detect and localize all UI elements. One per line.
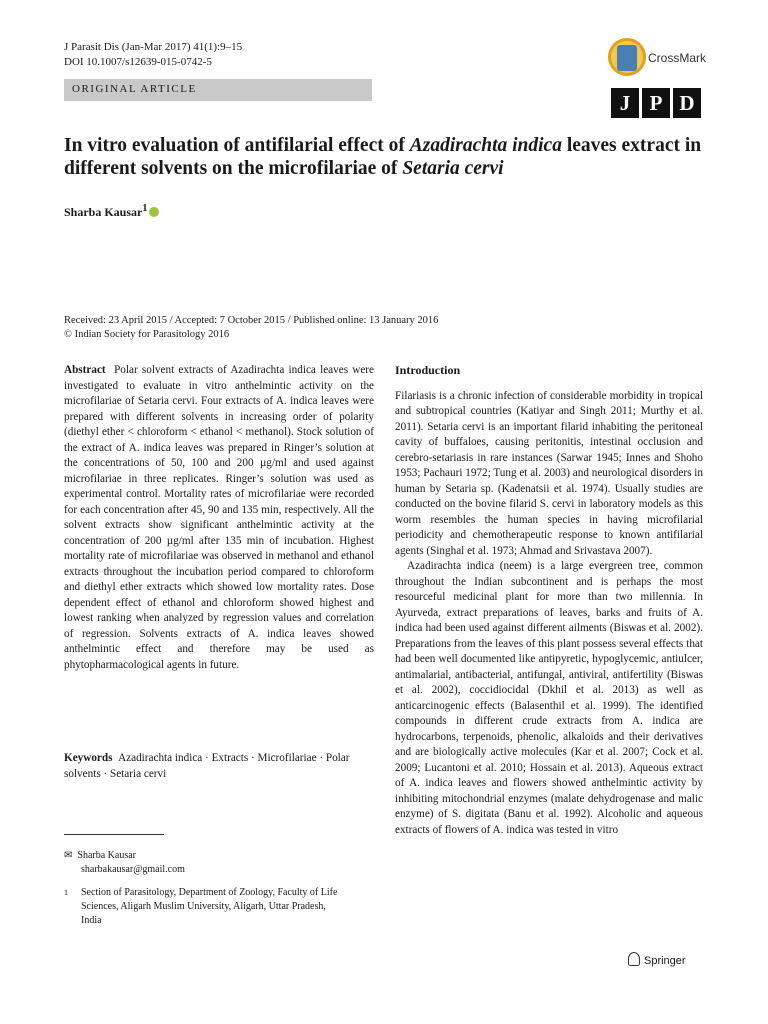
- title-italic-1: Azadirachta indica: [409, 135, 562, 156]
- author: [64, 203, 159, 220]
- dates: [64, 314, 714, 342]
- affiliation: [64, 886, 364, 928]
- envelope-icon: ✉: [64, 850, 73, 861]
- aff-num: 1: [64, 888, 68, 897]
- springer-horse-icon: [628, 952, 640, 966]
- author-name[interactable]: Sharba Kausar: [64, 205, 143, 219]
- title-italic-2: Setaria cervi: [402, 158, 504, 179]
- doi[interactable]: DOI 10.1007/s12639-015-0742-5: [64, 56, 212, 68]
- corr-name: Sharba Kausar: [77, 850, 136, 861]
- intro-heading: Introduction: [395, 363, 461, 377]
- abstract-heading: Abstract: [64, 364, 106, 376]
- logo-letter-d: D: [673, 88, 701, 118]
- aff-text: Section of Parasitology, Department of Zoology, Faculty of Life Sciences, Aligarh Muslim University, Aligarh, Uttar Pradesh, India: [81, 887, 338, 926]
- abstract-text: Polar solvent extracts of Azadirachta indica leaves were investigated to evaluate in vitro anthelmintic activity on the microfilariae of Setaria cervi. Four extracts of A. indica leaves were prepared with different solvents in increasing order of polarity (diethyl ether < chloroform < ethanol < methanol). Stock solution of the extract of A. indica leaves was prepared in Ringer’s solution at the concentrations of 50, 100 and 200 µg/ml and used against microfilariae in three replicates. Ringer’s solution was used as experimental control. Mortality rates of microfilariae were recorded for each concentration after 45, 90 and 135 min, respectively. All the solvent extracts show significant anthelmintic activity at the concentration of 200 µg/ml after 135 min of incubation. Highest mortality rate of microfilariae was observed in methanol and ethanol extracts throughout the incubation period compared to chloroform and diethyl ether extracts which showed low mortality rates. Dose dependent effect of ethanol and chloroform showed highest and lowest ranking when analyzed by regression values and correlation of regression. Solvents extracts of A. indica leaves showed anthelmintic effect and therefore may be used as phytopharmacological agents in future.: [64, 364, 375, 671]
- keywords-text: Azadirachta indica · Extracts · Microfilariae · Polar solvents · Setaria cervi: [64, 752, 350, 780]
- title-text-2: leaves extract in different solvents on the microfilariae of: [64, 135, 702, 179]
- article-type: ORIGINAL ARTICLE: [72, 83, 197, 95]
- crossmark-label: CrossMark: [648, 51, 707, 65]
- copyright: © Indian Society for Parasitology 2016: [64, 329, 230, 340]
- orcid-icon[interactable]: [149, 207, 159, 217]
- intro-paragraph-2: Azadirachta indica (neem) is a large evergreen tree, common throughout the Indian subcontinent and is perhaps the most resourceful medicinal plant for more than two millennia. In Ayurveda, extract preparations of leaves, barks and fruits of A. indica had been used against different ailments (Biswas et al. 2002). Preparations from the leaves of this plant possess several effects that had been well documented like antipyretic, hypoglycemic, antiulcer, antimalarial, antibacterial, antifungal, antiviral, antifertility (Biswas et al. 2002), coccidiocidal (Dkhil et al. 2013) as well as anticarcinogenic effects (Balasenthil et al. 1999). The identified compounds in different crude extracts from A. indica are hydrocarbons, terpenoids, phenolic, alkaloids and their derivatives and are biologically active molecules (Kar et al. 2007; Cock et al. 2009; Lucantoni et al. 2010; Hossain et al. 2013). Aqueous extract of A. indica leaves and flowers showed anthelmintic activity by inhibiting mitochondrial enzymes (malate dehydrogenase and malic enzyme) of S. digitata (Banu et al. 1992). Alcoholic and aqueous extracts of flowers of A. indica was tested in vitro: [395, 560, 703, 836]
- journal-line: J Parasit Dis (Jan-Mar 2017) 41(1):9–15: [64, 41, 243, 53]
- corr-email[interactable]: sharbakausar@gmail.com: [81, 864, 185, 875]
- title-text-1: In vitro evaluation of antifilarial effect of: [64, 135, 410, 156]
- article-title: [64, 134, 714, 180]
- keywords: [64, 751, 374, 782]
- logo-letter-j: J: [611, 88, 639, 118]
- journal-logo: [611, 88, 701, 118]
- introduction: [395, 363, 703, 838]
- intro-paragraph-1: Filariasis is a chronic infection of considerable morbidity in tropical and subtropical countries (Katiyar and Singh 2011; Murthy et al. 2011). Setaria cervi is an important filarid inhabiting the peritoneal cavity of buffaloes, causing peritonitis, intestinal occlusion and cerebro-setariasis in rare instances (Sarwar 1945; Innes and Shoho 1953; Pachauri 1972; Tung et al. 2003) and neurological disorders in human by Setaria sp. (Kadenatsii et al. 1974). Usually studies are conducted on the bovine filarid S. cervi in laboratory models as this worm resembles the human species in having microfilarial periodicity and chemotherapeutic response to known antifilarial agents (Singhal et al. 1973; Ahmad and Srivastava 2007).: [395, 389, 703, 557]
- publisher-name: Springer: [644, 955, 686, 967]
- logo-letter-p: P: [642, 88, 670, 118]
- author-sup: 1: [142, 203, 148, 214]
- correspondence: [64, 849, 364, 877]
- footnote-divider: [64, 834, 164, 835]
- crossmark-badge[interactable]: [608, 38, 707, 78]
- keywords-heading: Keywords: [64, 752, 113, 764]
- dates-received: Received: 23 April 2015 / Accepted: 7 October 2015 / Published online: 13 January 2016: [64, 315, 439, 326]
- abstract: [64, 363, 374, 673]
- article-type-bar: [64, 79, 372, 101]
- publisher-logo: [628, 952, 686, 967]
- crossmark-icon: [608, 38, 646, 76]
